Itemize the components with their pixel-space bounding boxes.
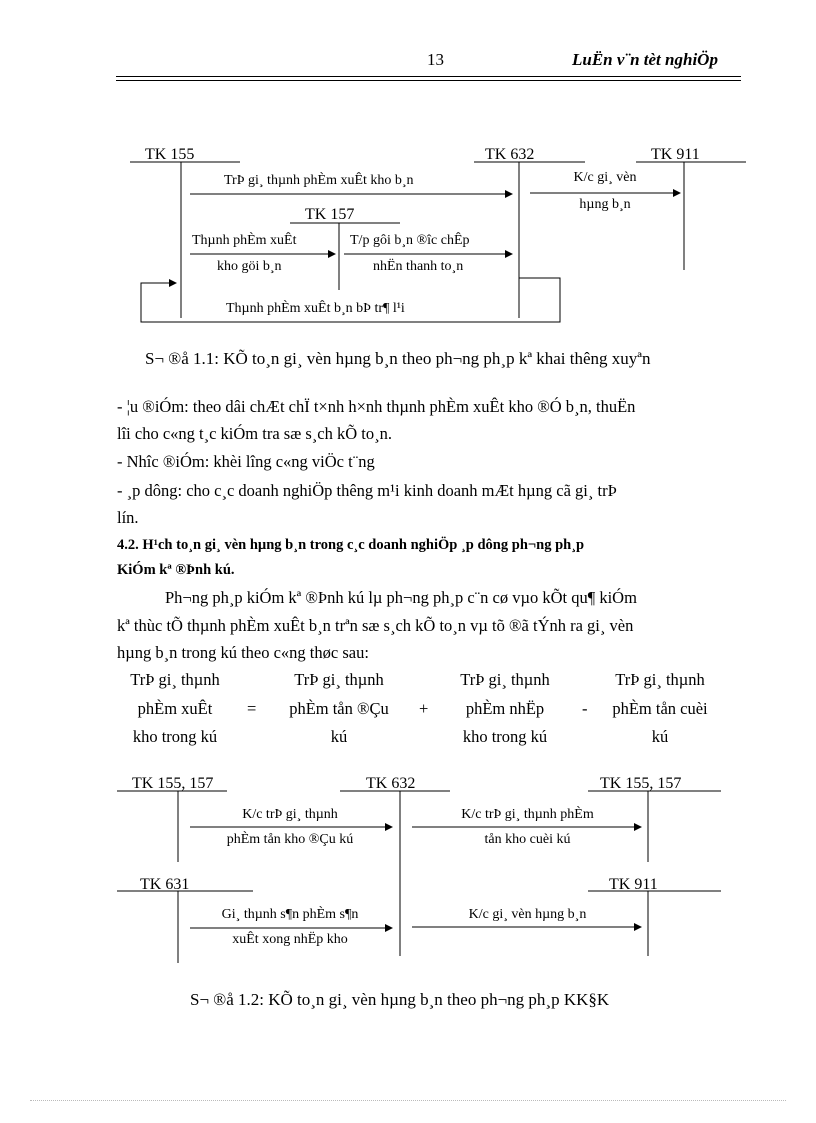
flow-632-911-label: K/c gi¸ vèn [573,170,637,185]
page-bottom-dotted-line [30,1100,786,1101]
formula-term: kú [330,727,348,746]
formula-term: phÈm nhËp [465,699,545,718]
formula-term: kho trong kú [132,727,218,746]
advantage-text-cont: lîi cho c«ng t¸c kiÓm tra sæ s¸ch kÕ to¸n. [117,424,392,443]
formula-minus: - [582,699,588,718]
return-flow-label: Thµnh phÈm xuÊt b¸n bÞ tr¶ l¹i [226,301,405,316]
paragraph-line: Ph¬ng ph¸p kiÓm kª ®Þnh kú lµ ph¬ng ph¸p c¨n cø vµo kÕt qu¶ kiÓm [165,588,637,607]
diagram1-caption: S¬ ®å 1.1: KÕ to¸n gi¸ vèn hµng b¸n theo ph¬ng ph¸p kª khai thêng xuyªn [145,349,651,368]
tk911-d2-label: TK 911 [609,876,658,893]
formula-term: TrÞ gi¸ thµnh [615,670,705,689]
section-heading-cont: KiÓm kª ®Þnh kú. [117,562,235,578]
tk155-157-left-label: TK 155, 157 [132,775,214,792]
paragraph-line: hµng b¸n trong kú theo c«ng thøc sau: [117,643,369,662]
f2-label: K/c trÞ gi¸ thµnh phÈm [461,807,594,822]
tk632-label: TK 632 [485,146,535,163]
f1-label: K/c trÞ gi¸ thµnh [242,807,338,822]
flow-155-157-label: Thµnh phÈm xuÊt [192,233,297,248]
f2-label: tån kho cuèi kú [484,832,571,847]
f4-label: K/c gi¸ vèn hµng b¸n [468,907,587,922]
advantage-text: - ¦u ®iÓm: theo dâi chÆt chÏ t×nh h×nh thµnh phÈm xuÊt kho ®Ó b¸n, thuËn [117,397,636,416]
formula-term: phÈm xuÊt [137,699,213,718]
section-heading: 4.2. H¹ch to¸n gi¸ vèn hµng b¸n trong c¸c doanh nghiÖp ¸p dông ph¬ng ph¸p [117,537,585,553]
flow-155-632-label: TrÞ gi¸ thµnh phÈm xuÊt kho b¸n [224,173,414,188]
formula-term: phÈm tån cuèi [612,699,708,718]
tk155-157-right-label: TK 155, 157 [600,775,682,792]
flow-157-632-label: T/p gôi b¸n ®îc chÊp [350,233,470,248]
paragraph-line: kª thùc tÕ thµnh phÈm xuÊt b¸n trªn sæ s¸ch kÕ to¸n vµ tõ ®ã tÝnh ra gi¸ vèn [117,616,634,635]
diagram2-caption: S¬ ®å 1.2: KÕ to¸n gi¸ vèn hµng b¸n theo ph¬ng ph¸p KK§K [190,990,610,1009]
tk632-d2-label: TK 632 [366,775,416,792]
f3-label: xuÊt xong nhËp kho [232,932,348,947]
tk631-label: TK 631 [140,876,190,893]
document-title: LuËn v¨n tèt nghiÖp [572,50,718,69]
application-text-cont: lín. [117,508,139,527]
f1-label: phÈm tån kho ®Çu kú [226,832,354,847]
tk911-label: TK 911 [651,146,700,163]
f3-label: Gi¸ thµnh s¶n phÈm s¶n [221,907,359,922]
page-number: 13 [427,50,444,69]
application-text: - ¸p dông: cho c¸c doanh nghiÖp thêng m¹i kinh doanh mÆt hµng cã gi¸ trÞ [117,481,617,500]
disadvantage-text: - Nhîc ®iÓm: khèi lîng c«ng viÖc t¨ng [117,452,375,471]
formula-term: TrÞ gi¸ thµnh [460,670,550,689]
formula-term: phÈm tån ®Çu [289,699,389,718]
flow-632-911-label: hµng b¸n [579,197,631,212]
formula-term: TrÞ gi¸ thµnh [130,670,220,689]
formula-equals: = [247,699,257,718]
formula-plus: + [419,699,429,718]
tk155-label: TK 155 [145,146,195,163]
formula-term: TrÞ gi¸ thµnh [294,670,384,689]
tk157-label: TK 157 [305,206,355,223]
formula-term: kú [651,727,669,746]
formula-term: kho trong kú [462,727,548,746]
flow-157-632-label: nhËn thanh to¸n [373,259,464,274]
flow-155-157-label: kho göi b¸n [217,259,282,274]
